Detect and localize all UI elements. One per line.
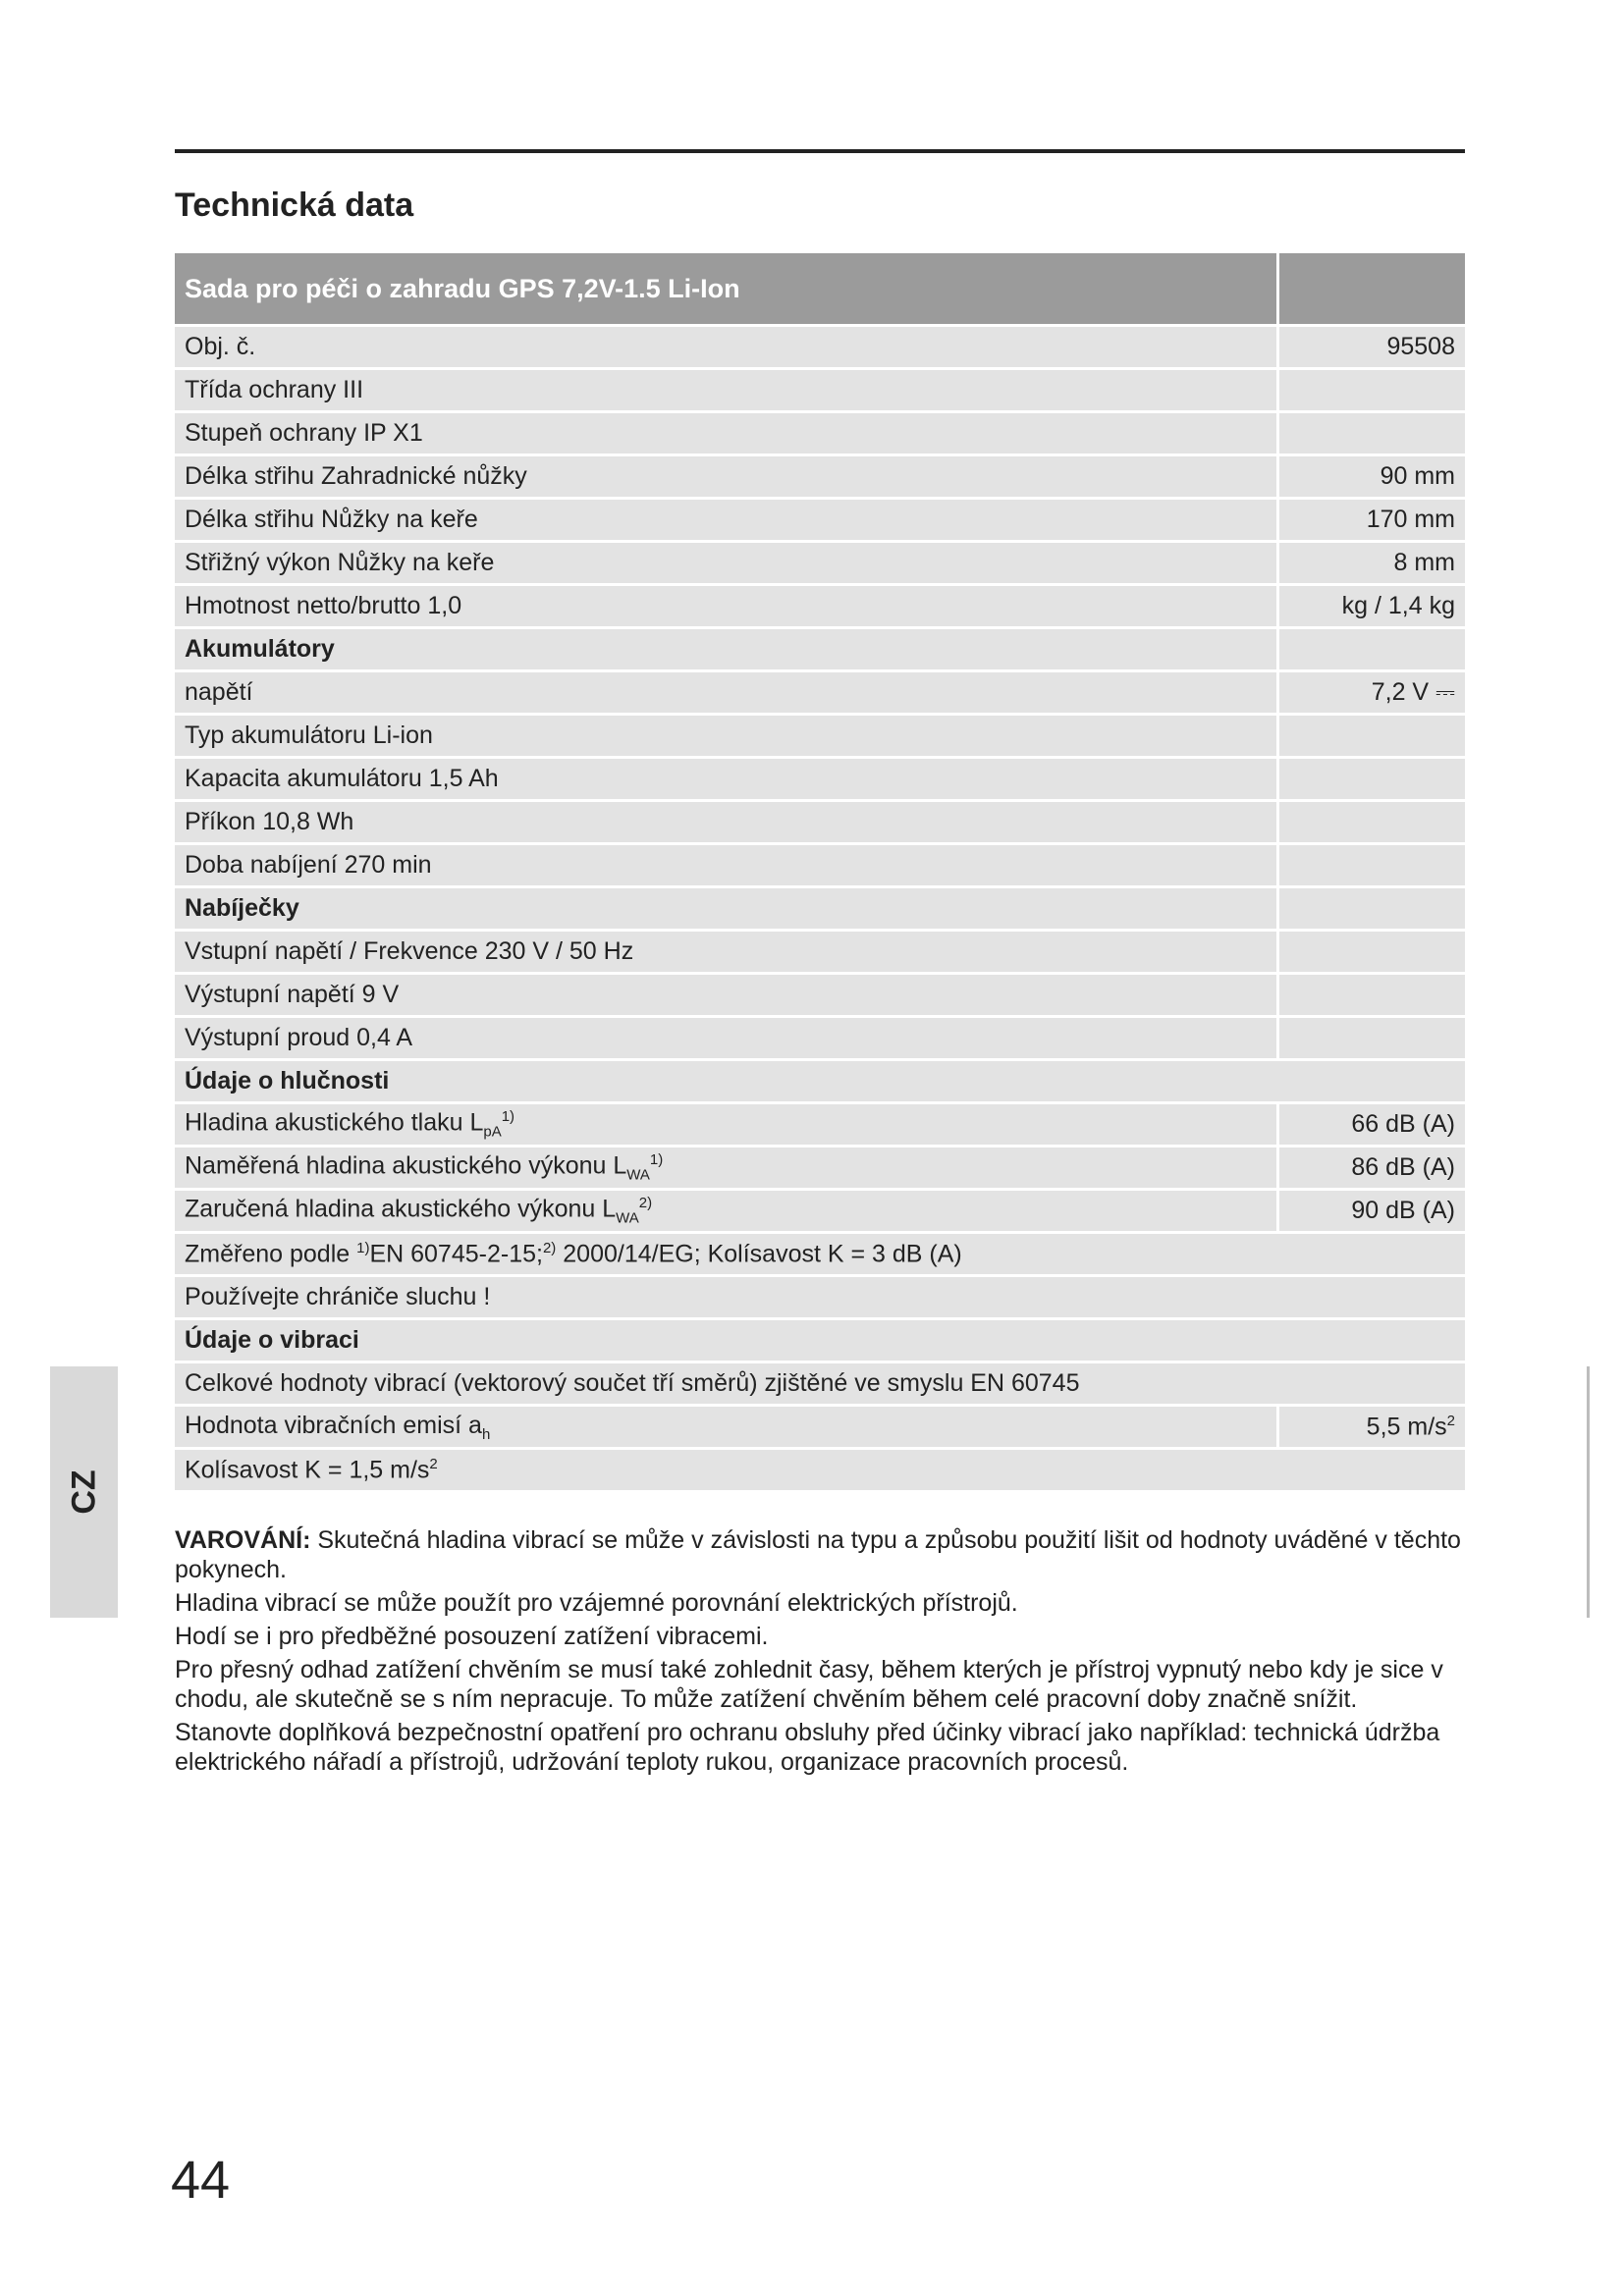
footnote-mark: 2) — [638, 1195, 653, 1212]
row-value: 66 dB (A) — [1279, 1104, 1465, 1148]
row-label-subscript: WA — [616, 1209, 639, 1227]
section-row — [175, 1061, 1465, 1104]
table-row — [175, 1018, 1465, 1061]
table-row — [175, 802, 1465, 845]
row-label-text: Kolísavost K = 1,5 m/s — [185, 1456, 430, 1484]
language-tab — [50, 1366, 118, 1618]
table-row — [175, 1234, 1465, 1277]
table-row — [175, 1277, 1465, 1320]
row-value — [1279, 1407, 1465, 1450]
table-header-title: Sada pro péči o zahradu GPS 7,2V-1.5 Li-Ion — [175, 253, 1279, 327]
section-heading: Údaje o hlučnosti — [175, 1061, 1465, 1104]
table-header-row — [175, 253, 1465, 327]
row-value — [1279, 413, 1465, 456]
row-label — [175, 1407, 1279, 1450]
table-row — [175, 1148, 1465, 1191]
table-row — [175, 1450, 1465, 1493]
row-label — [175, 1104, 1279, 1148]
top-rule — [175, 149, 1465, 153]
row-label-text: Hladina akustického tlaku L — [185, 1108, 484, 1137]
row-value — [1279, 845, 1465, 888]
row-value — [1279, 888, 1465, 932]
row-label-text: Změřeno podle — [185, 1240, 357, 1268]
row-label-text: 2000/14/EG; Kolísavost K = 3 dB (A) — [556, 1240, 962, 1268]
table-row — [175, 500, 1465, 543]
row-label: Celkové hodnoty vibrací (vektorový součet tří směrů) zjištěné ve smyslu EN 60745 — [175, 1363, 1465, 1407]
unit-exponent: 2 — [1446, 1412, 1455, 1429]
section-heading: Údaje o vibraci — [175, 1320, 1465, 1363]
note-paragraph: Pro přesný odhad zatížení chvěním se musí také zohlednit časy, během kterých je přístroj vypnutý nebo kdy je sice v chodu, ale skutečně se s ním nepracuje. To může zatížení chvěním během celé pracovní doby značně snížit. — [175, 1656, 1443, 1713]
section-row — [175, 888, 1465, 932]
table-row — [175, 932, 1465, 975]
note-paragraph: Hladina vibrací se může použít pro vzájemné porovnání elektrických přístrojů. — [175, 1589, 1018, 1617]
row-value — [1279, 1018, 1465, 1061]
row-value — [1279, 932, 1465, 975]
row-label-subscript: h — [481, 1425, 491, 1443]
row-label — [175, 1234, 1465, 1277]
row-value: 86 dB (A) — [1279, 1148, 1465, 1191]
unit-exponent: 2 — [429, 1455, 438, 1472]
row-label: Typ akumulátoru Li-ion — [175, 716, 1279, 759]
row-value — [1279, 716, 1465, 759]
row-value — [1279, 802, 1465, 845]
table-row — [175, 975, 1465, 1018]
table-row — [175, 716, 1465, 759]
table-header-value — [1279, 253, 1465, 327]
language-code: CZ — [65, 1469, 102, 1515]
row-label: Používejte chrániče sluchu ! — [175, 1277, 1465, 1320]
row-label-text: Hodnota vibračních emisí a — [185, 1411, 482, 1439]
table-row — [175, 456, 1465, 500]
row-label: Délka střihu Nůžky na keře — [175, 500, 1279, 543]
row-label: Stupeň ochrany IP X1 — [175, 413, 1279, 456]
row-label: Obj. č. — [175, 327, 1279, 370]
table-row — [175, 327, 1465, 370]
row-value: 95508 — [1279, 327, 1465, 370]
spec-table — [175, 253, 1465, 1493]
row-label-text: Naměřená hladina akustického výkonu L — [185, 1151, 627, 1180]
table-row — [175, 543, 1465, 586]
row-label: Třída ochrany III — [175, 370, 1279, 413]
row-label-subscript: WA — [626, 1166, 650, 1184]
warning-paragraph — [175, 1525, 1471, 1584]
row-label-text: EN 60745-2-15; — [369, 1240, 543, 1268]
row-label: Délka střihu Zahradnické nůžky — [175, 456, 1279, 500]
row-value: 7,2 V ⎓ — [1279, 672, 1465, 716]
margin-rule — [1587, 1366, 1590, 1618]
row-label: Výstupní proud 0,4 A — [175, 1018, 1279, 1061]
table-row — [175, 1407, 1465, 1450]
row-label: Výstupní napětí 9 V — [175, 975, 1279, 1018]
note-paragraph: Stanovte doplňková bezpečnostní opatření pro ochranu obsluhy před účinky vibrací jako například: technická údržba elektrického nářadí a přístrojů, udržování teploty rukou, organizace pracovních procesů. — [175, 1719, 1440, 1776]
row-label-text: Zaručená hladina akustického výkonu L — [185, 1195, 617, 1223]
row-label: Doba nabíjení 270 min — [175, 845, 1279, 888]
row-value: kg / 1,4 kg — [1279, 586, 1465, 629]
section-heading: Akumulátory — [175, 629, 1279, 672]
row-label: Příkon 10,8 Wh — [175, 802, 1279, 845]
footnote-mark: 1) — [649, 1151, 664, 1169]
warning-label: VAROVÁNÍ: — [175, 1526, 311, 1554]
row-label-subscript: pA — [483, 1123, 502, 1141]
footnote-mark: 1) — [356, 1239, 370, 1256]
row-value — [1279, 759, 1465, 802]
row-label: Vstupní napětí / Frekvence 230 V / 50 Hz — [175, 932, 1279, 975]
row-value: 8 mm — [1279, 543, 1465, 586]
table-row — [175, 370, 1465, 413]
section-heading: Nabíječky — [175, 888, 1279, 932]
table-row — [175, 413, 1465, 456]
table-row — [175, 1191, 1465, 1234]
note-paragraph: Hodí se i pro předběžné posouzení zatížení vibracemi. — [175, 1623, 769, 1650]
section-row — [175, 1320, 1465, 1363]
row-label: napětí — [175, 672, 1279, 716]
row-value — [1279, 629, 1465, 672]
row-value: 90 dB (A) — [1279, 1191, 1465, 1234]
row-label — [175, 1450, 1465, 1493]
table-row — [175, 759, 1465, 802]
table-row — [175, 1104, 1465, 1148]
row-label: Kapacita akumulátoru 1,5 Ah — [175, 759, 1279, 802]
table-row — [175, 672, 1465, 716]
section-row — [175, 629, 1465, 672]
notes — [175, 1525, 1471, 1781]
row-value — [1279, 975, 1465, 1018]
warning-text: Skutečná hladina vibrací se může v závislosti na typu a způsobu použití lišit od hodnoty uváděné v těchto pokynech. — [175, 1526, 1461, 1583]
row-value-text: 5,5 m/s — [1366, 1413, 1447, 1441]
row-label — [175, 1148, 1279, 1191]
footnote-mark: 1) — [501, 1108, 515, 1126]
table-row — [175, 586, 1465, 629]
row-label — [175, 1191, 1279, 1234]
row-value: 170 mm — [1279, 500, 1465, 543]
row-value: 90 mm — [1279, 456, 1465, 500]
row-label: Střižný výkon Nůžky na keře — [175, 543, 1279, 586]
row-label: Hmotnost netto/brutto 1,0 — [175, 586, 1279, 629]
table-row — [175, 1363, 1465, 1407]
table-row — [175, 845, 1465, 888]
page-number: 44 — [171, 2151, 231, 2210]
page-title: Technická data — [175, 187, 414, 224]
footnote-mark: 2) — [542, 1239, 557, 1256]
row-value — [1279, 370, 1465, 413]
